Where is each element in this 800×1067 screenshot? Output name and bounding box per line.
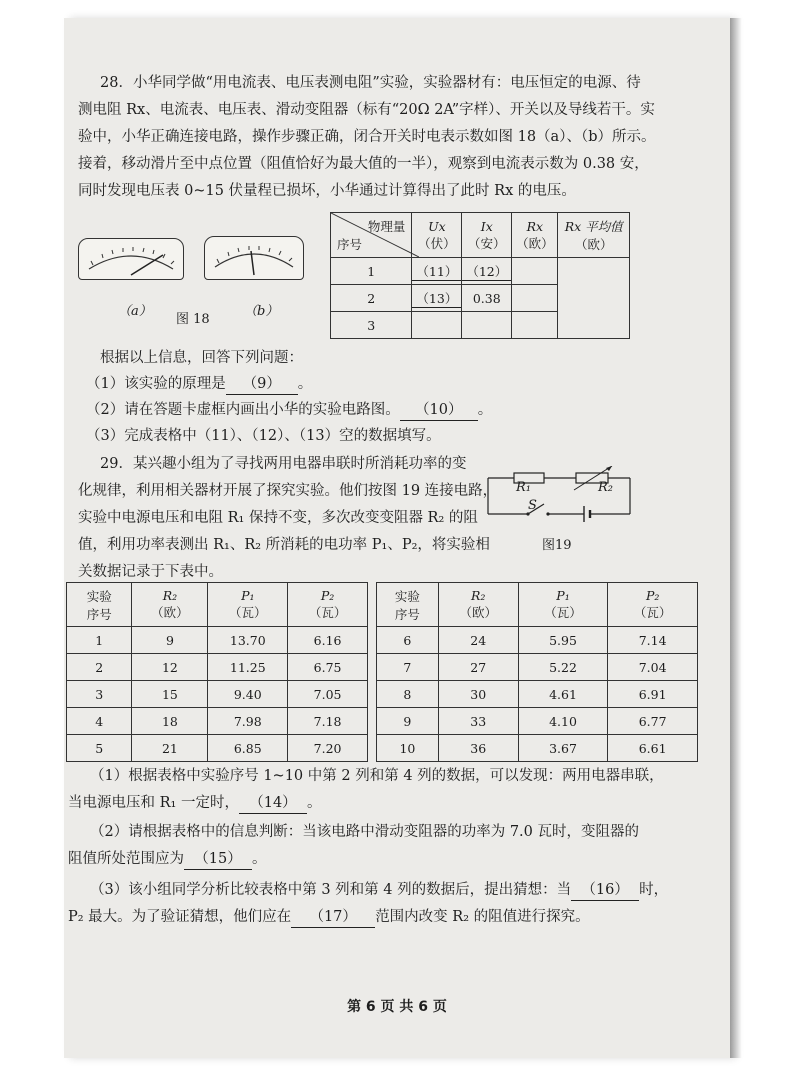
- table-row: 10 36 3.67 6.61: [377, 735, 698, 762]
- q28-line2: 测电阻 Rx、电流表、电压表、滑动变阻器（标有“20Ω 2A”字样）、开关以及导线若干。实: [78, 102, 655, 118]
- voltmeter-scale-icon: [79, 239, 183, 279]
- header-r2: R₂ （欧）: [132, 583, 208, 627]
- table-row: 1 （11） （12）: [331, 258, 630, 285]
- ammeter-scale-icon: [205, 237, 303, 279]
- corner-bottom-label: 序号: [337, 237, 363, 252]
- fig-19-caption: 图19: [542, 538, 572, 553]
- table-row: 3: [331, 312, 630, 339]
- table-corner-cell: [331, 213, 412, 258]
- q29-question-2-line2: 阻值所处范围应为 （15） 。: [68, 849, 267, 870]
- table-row: 7 27 5.22 7.04: [377, 654, 698, 681]
- corner-top-label: 物理量: [367, 219, 406, 234]
- q28-intro: 根据以上信息，回答下列问题：: [100, 350, 303, 366]
- q29-line5: 关数据记录于下表中。: [78, 564, 223, 580]
- header-trial: 实验 序号: [377, 583, 439, 627]
- header-p1: P₁ （瓦）: [518, 583, 608, 627]
- table-row: 2 （13） 0.38: [331, 285, 630, 312]
- ammeter-b: [204, 236, 304, 280]
- q29-line3: 实验中电源电压和电阻 R₁ 保持不变，多次改变变阻器 R₂ 的阻: [78, 510, 478, 526]
- q28-line4: 接着，移动滑片至中点位置（阻值恰好为最大值的一半），观察到电流表示数为 0.38 安，: [78, 156, 649, 172]
- circuit-diagram-icon: [484, 466, 634, 526]
- voltmeter-a: [78, 238, 184, 280]
- q29-line2: 化规律，利用相关器材开展了探究实验。他们按图 19 连接电路，: [78, 483, 498, 499]
- q28-question-1: （1）该实验的原理是 （9） 。: [86, 374, 312, 395]
- page-footer: 第 6 页 共 6 页: [347, 999, 447, 1015]
- table-row: 4 18 7.98 7.18: [67, 708, 368, 735]
- q29-question-1-line2: 当电源电压和 R₁ 一定时， （14） 。: [68, 793, 321, 814]
- q29-table-right: [376, 582, 698, 762]
- header-trial: 实验 序号: [67, 583, 132, 627]
- q28-table: [330, 212, 630, 339]
- header-ux: Ux （伏）: [412, 213, 462, 258]
- header-rx: Rx （欧）: [512, 213, 558, 258]
- exam-page: [64, 18, 730, 1058]
- q29-line1: 29．某兴趣小组为了寻找两用电器串联时所消耗功率的变: [100, 456, 467, 472]
- table-row: 2 12 11.25 6.75: [67, 654, 368, 681]
- fig-a-label: （a）: [118, 304, 152, 319]
- table-row: 8 30 4.61 6.91: [377, 681, 698, 708]
- q28-question-3: （3）完成表格中（11）、（12）、（13）空的数据填写。: [86, 428, 441, 444]
- q29-question-1-line1: （1）根据表格中实验序号 1~10 中第 2 列和第 4 列的数据，可以发现：两用电器串联，: [90, 768, 664, 784]
- q29-table-left: [66, 582, 368, 762]
- fig-b-label: （b）: [244, 304, 279, 319]
- page-edge-shadow: [730, 18, 742, 1058]
- q28-line5: 同时发现电压表 0~15 伏量程已损坏，小华通过计算得出了此时 Rx 的电压。: [78, 183, 576, 199]
- q28-line3: 验中，小华正确连接电路，操作步骤正确，闭合开关时电表示数如图 18（a）、（b）所示。: [78, 129, 656, 145]
- header-rx-avg: Rx 平均值 （欧）: [558, 213, 630, 258]
- header-ix: Ix （安）: [462, 213, 512, 258]
- q29-question-2-line1: （2）请根据表格中的信息判断：当该电路中滑动变阻器的功率为 7.0 瓦时，变阻器的: [90, 824, 640, 840]
- table-row: 9 33 4.10 6.77: [377, 708, 698, 735]
- table-row: 3 15 9.40 7.05: [67, 681, 368, 708]
- r2-label: R₂: [598, 480, 613, 495]
- q28-question-2: （2）请在答题卡虚框内画出小华的实验电路图。 （10） 。: [86, 400, 492, 421]
- q29-line4: 值，利用功率表测出 R₁、R₂ 所消耗的电功率 P₁、P₂，将实验相: [78, 537, 490, 553]
- switch-label: S: [528, 498, 537, 513]
- fig-18-caption: 图 18: [176, 312, 210, 327]
- header-r2: R₂ （欧）: [438, 583, 518, 627]
- header-p2: P₂ （瓦）: [288, 583, 368, 627]
- table-row: 5 21 6.85 7.20: [67, 735, 368, 762]
- table-row: 1 9 13.70 6.16: [67, 627, 368, 654]
- q28-line1: 28．小华同学做“用电流表、电压表测电阻”实验，实验器材有：电压恒定的电源、待: [100, 75, 641, 91]
- q29-question-3-line2: P₂ 最大。为了验证猜想，他们应在 （17） 范围内改变 R₂ 的阻值进行探究。: [68, 907, 590, 928]
- table-row: 6 24 5.95 7.14: [377, 627, 698, 654]
- header-p2: P₂ （瓦）: [608, 583, 698, 627]
- q29-question-3-line1: （3）该小组同学分析比较表格中第 3 列和第 4 列的数据后，提出猜想：当 （16） 时，: [90, 880, 668, 901]
- r1-label: R₁: [516, 480, 531, 495]
- header-p1: P₁ （瓦）: [208, 583, 288, 627]
